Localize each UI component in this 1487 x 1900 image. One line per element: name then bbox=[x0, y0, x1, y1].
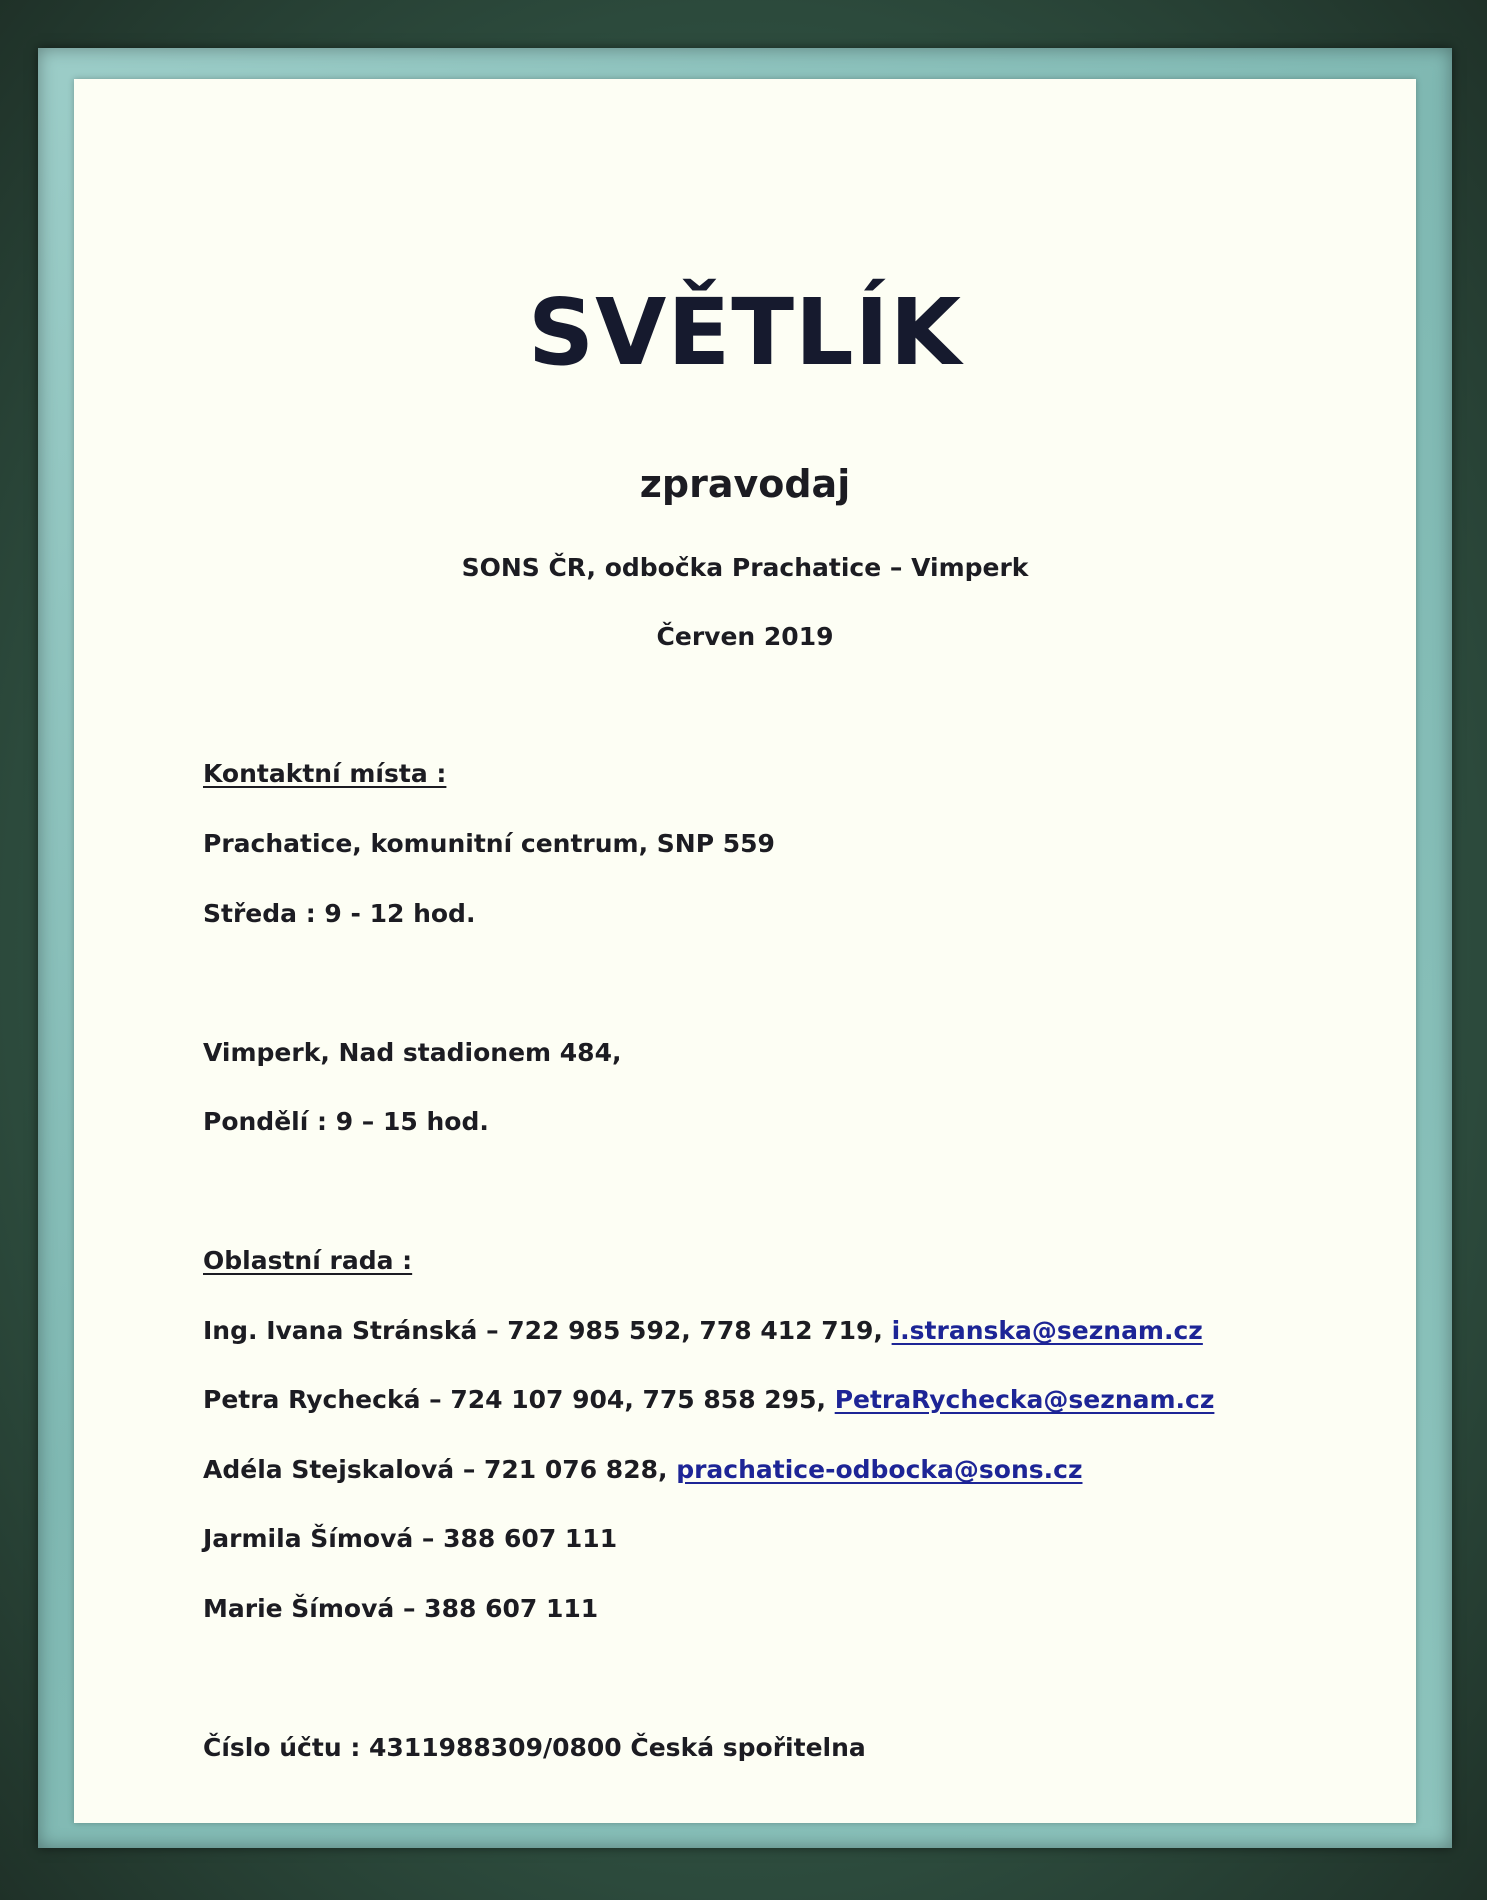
council-member-contact: Ing. Ivana Stránská – 722 985 592, 778 412 719, bbox=[203, 1316, 892, 1345]
council-member-contact: Petra Rychecká – 724 107 904, 775 858 295, bbox=[203, 1385, 835, 1414]
email-link[interactable]: prachatice-odbocka@sons.cz bbox=[676, 1455, 1083, 1484]
organization-line: SONS ČR, odbočka Prachatice – Vimperk bbox=[461, 553, 1029, 582]
council-member bbox=[203, 1524, 617, 1553]
prachatice-hours: Středa : 9 - 12 hod. bbox=[203, 899, 476, 928]
document-page bbox=[74, 79, 1416, 1823]
vimperk-address: Vimperk, Nad stadionem 484, bbox=[203, 1038, 622, 1067]
newsletter-subtitle: zpravodaj bbox=[639, 462, 851, 506]
council-member-contact: Jarmila Šímová – 388 607 111 bbox=[203, 1524, 618, 1553]
council-member bbox=[203, 1594, 598, 1623]
bank-account: Číslo účtu : 4311988309/0800 Česká spořitelna bbox=[203, 1733, 866, 1762]
email-link[interactable]: PetraRychecka@seznam.cz bbox=[834, 1385, 1215, 1414]
contact-points-heading: Kontaktní místa : bbox=[203, 759, 447, 788]
prachatice-address: Prachatice, komunitní centrum, SNP 559 bbox=[203, 829, 775, 858]
email-link[interactable]: i.stranska@seznam.cz bbox=[891, 1316, 1203, 1345]
council-member-contact: Adéla Stejskalová – 721 076 828, bbox=[203, 1455, 677, 1484]
council-member-contact: Marie Šímová – 388 607 111 bbox=[203, 1594, 599, 1623]
council-member bbox=[203, 1455, 1083, 1484]
council-member bbox=[203, 1385, 1214, 1414]
vimperk-hours: Pondělí : 9 – 15 hod. bbox=[203, 1107, 489, 1136]
newsletter-title: SVĚTLÍK bbox=[527, 279, 963, 386]
issue-date: Červen 2019 bbox=[656, 622, 834, 651]
regional-council-heading: Oblastní rada : bbox=[203, 1246, 413, 1275]
council-member bbox=[203, 1316, 1203, 1345]
